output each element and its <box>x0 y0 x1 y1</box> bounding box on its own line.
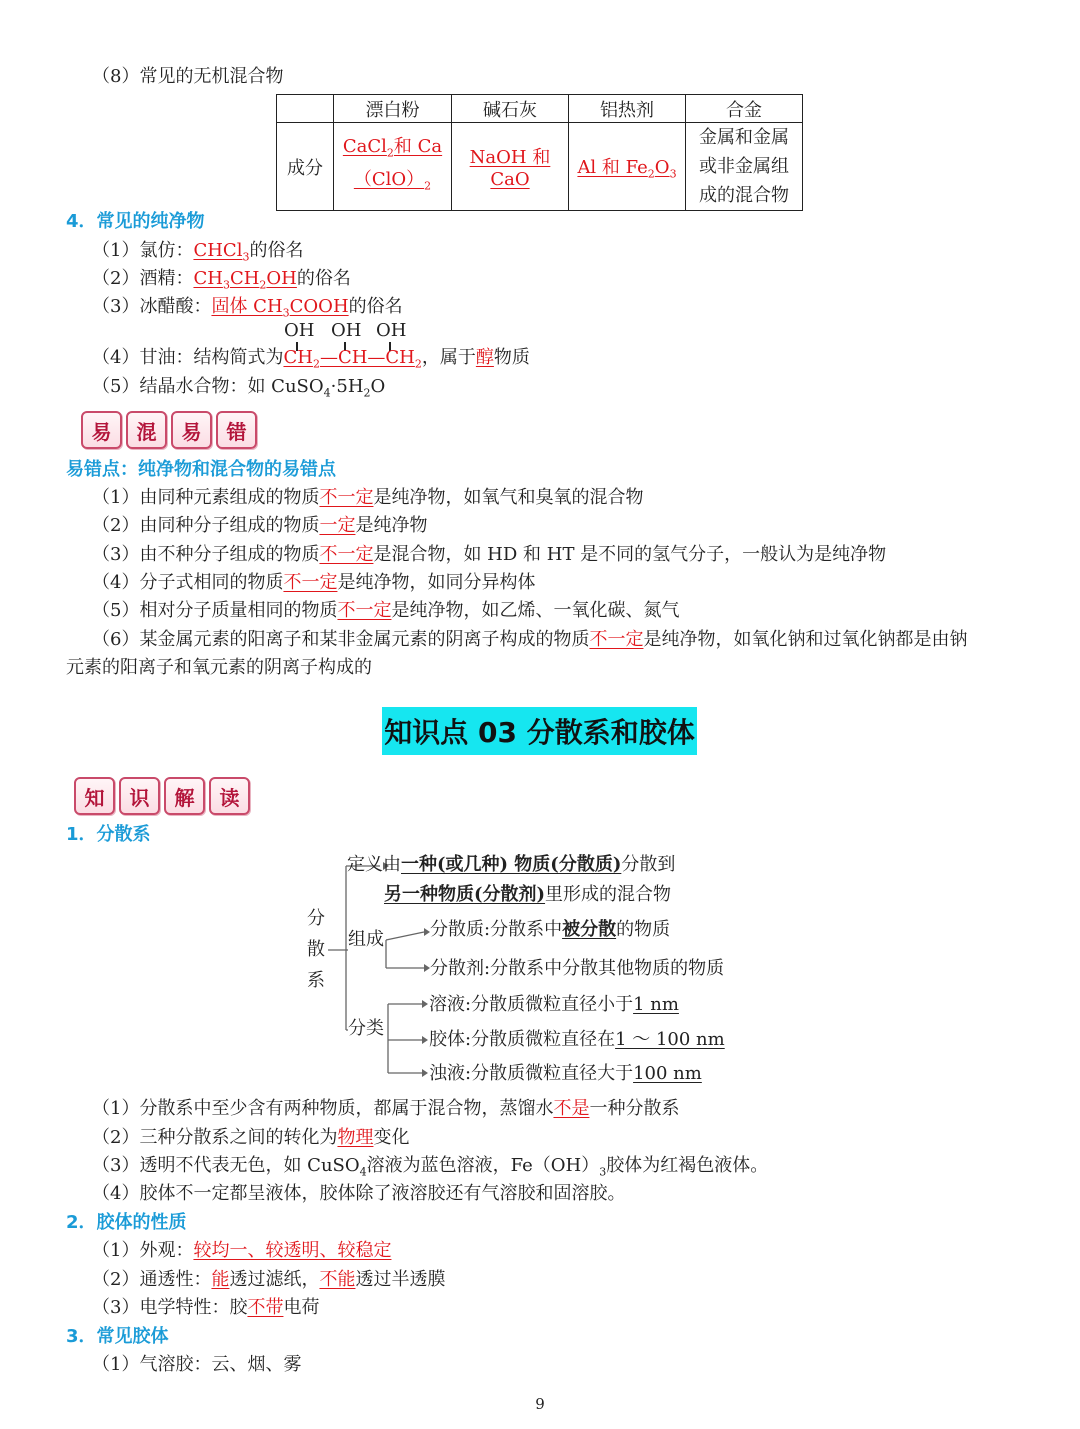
error-item-6-cont: 元素的阳离子和氧元素的阴离子构成的 <box>66 657 372 678</box>
pure-item-5: （5）结晶水合物：如 $CuSO_4\cdot 5H_2O$ <box>92 376 386 400</box>
diagram-colloid: 胶体:分散质微粒直径在1 ～ 100 nm <box>429 1029 725 1050</box>
common-colloid-1: （1）气溶胶：云、烟、雾 <box>92 1354 302 1375</box>
badge-char: 易 <box>81 411 122 449</box>
diagram-root-1: 分 <box>307 908 325 929</box>
dispersion-note-3: （3）透明不代表无色，如 CuSO$_4$溶液为蓝色溶液，$Fe(OH)_3$胶体为红褐色液体。 <box>92 1155 769 1179</box>
badge-char: 读 <box>209 777 250 815</box>
diagram-composition: 组成 <box>348 929 384 950</box>
error-item-4: （4）分子式相同的物质不一定是纯净物，如同分异构体 <box>92 572 536 593</box>
error-item-1: （1）由同种元素组成的物质不一定是纯净物，如氧气和臭氧的混合物 <box>92 487 644 508</box>
error-item-5: （5）相对分子质量相同的物质不一定是纯净物，如乙烯、一氧化碳、氮气 <box>92 600 680 621</box>
dispersion-heading: 1．分散系 <box>66 824 151 845</box>
pure-item-2: （2）酒精：$CH_3CH_2OH$的俗名 <box>92 268 351 292</box>
pure-item-4: （4）甘油：结构简式为$CH_2—CH—CH_2$，属于醇物质 <box>92 347 530 371</box>
page-number: 9 <box>535 1395 545 1413</box>
pure-item-1: （1）氯仿：CHCl$_3$的俗名 <box>92 240 304 264</box>
pure-item-3: （3）冰醋酸：固体 $CH_3COOH$的俗名 <box>92 296 403 320</box>
dispersion-note-4: （4）胶体不一定都呈液体，胶体除了液溶胶还有气溶胶和固溶胶。 <box>92 1183 626 1204</box>
badge-char: 易 <box>171 411 212 449</box>
colloid-prop-2: （2）通透性：能透过滤纸，不能透过半透膜 <box>92 1269 446 1290</box>
diagram-definition-cont: 另一种物质(分散剂)里形成的混合物 <box>384 884 672 905</box>
error-item-2: （2）由同种分子组成的物质一定是纯净物 <box>92 515 428 536</box>
error-heading: 易错点：纯净物和混合物的易错点 <box>66 459 336 480</box>
table-row-label: 成分 <box>277 123 334 211</box>
diagram-solution: 溶液:分散质微粒直径小于1 nm <box>429 994 679 1015</box>
colloid-prop-1: （1）外观：较均一、较透明、较稳定 <box>92 1240 392 1261</box>
diagram-classification: 分类 <box>348 1018 384 1039</box>
diagram-suspension: 浊液:分散质微粒直径大于100 nm <box>429 1063 702 1084</box>
badge-char: 识 <box>119 777 160 815</box>
badge-char: 解 <box>164 777 205 815</box>
dispersion-note-2: （2）三种分散系之间的转化为物理变化 <box>92 1127 410 1148</box>
pure-heading: 4．常见的纯净物 <box>66 211 205 232</box>
table-header: 漂白粉 <box>334 95 452 123</box>
table-cell-bleach: CaCl$_2$和 Ca $(ClO)_2$ <box>334 123 452 211</box>
diagram-definition: 定义由一种(或几种) 物质(分散质)分散到 <box>347 854 676 875</box>
common-colloid-heading: 3．常见胶体 <box>66 1326 169 1347</box>
knowledge-point-title: 知识点 03 分散系和胶体 <box>382 707 697 755</box>
table-header: 铝热剂 <box>569 95 686 123</box>
glycerol-oh-3: OH <box>376 320 407 341</box>
glycerol-oh-1: OH <box>284 320 315 341</box>
table-cell-thermite: Al 和 $Fe_2O_3$ <box>569 123 686 211</box>
section-8-title: （8）常见的无机混合物 <box>92 66 284 87</box>
colloid-heading: 2．胶体的性质 <box>66 1212 187 1233</box>
table-cell-alloy: 金属和金属 或非金属组 成的混合物 <box>686 123 803 211</box>
glycerol-oh-2: OH <box>331 320 362 341</box>
diagram-dispersoid: 分散质:分散系中被分散的物质 <box>430 919 671 940</box>
table-header: 合金 <box>686 95 803 123</box>
dispersion-note-1: （1）分散系中至少含有两种物质，都属于混合物，蒸馏水不是一种分散系 <box>92 1098 680 1119</box>
table-cell-soda-lime: NaOH 和 CaO <box>452 123 569 211</box>
badge-char: 知 <box>74 777 115 815</box>
diagram-root-3: 系 <box>307 970 325 991</box>
diagram-dispersant: 分散剂:分散系中分散其他物质的物质 <box>430 958 725 979</box>
badge-char: 混 <box>126 411 167 449</box>
error-item-3: （3）由不种分子组成的物质不一定是混合物，如 HD 和 HT 是不同的氢气分子，一般认为是纯净物 <box>92 544 887 565</box>
colloid-prop-3: （3）电学特性：胶不带电荷 <box>92 1297 320 1318</box>
error-item-6: （6）某金属元素的阳离子和某非金属元素的阴离子构成的物质不一定是纯净物，如氧化钠和过氧化钠都是由钠 <box>92 629 968 650</box>
table-header: 碱石灰 <box>452 95 569 123</box>
diagram-root-2: 散 <box>307 939 325 960</box>
badge-char: 错 <box>216 411 257 449</box>
